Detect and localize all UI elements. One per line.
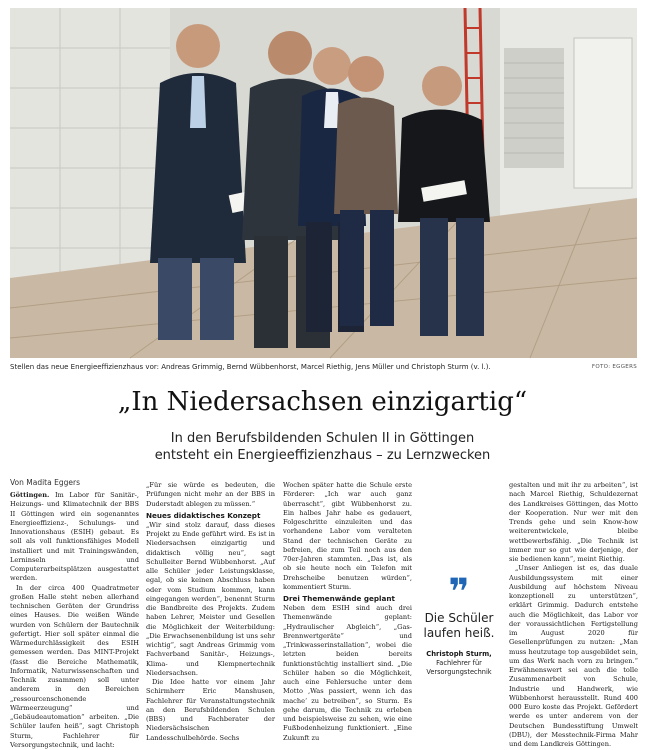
paragraph: Die Idee hatte vor einem Jahr Schirmherr Eric Manshusen, Fachlehrer für Veranstaltungstechnik an den Berufsbildenden Schulen (BBS) und Fachberater der Niedersächsischen Landesschulbehörde. Sechs: [146, 678, 275, 743]
subheadline: [0, 430, 645, 464]
subhead-line-2: entsteht ein Energieeffizienzhaus – zu Lernzwecken: [0, 447, 645, 464]
text-column-2: [146, 481, 275, 743]
paragraph: Neben dem ESIH sind auch drei Themenwände geplant: „Hydraulischer Abgleich“, „Gas-Brennwertgeräte“ und „Trinkwasserinstallation“, wobei die letzten beiden bereits funktionstüchtig installiert sind. „Die Schüler haben so die Möglichkeit, auch eine Fehlersuche unter dem Motto ‚Was passiert, wenn ich das mache‘ zu betreiben“, so Sturm. Es gehe darum, die Technik zu erleben und beispielsweise zu sehen, wie eine Fußbodenheizung funktioniert. „Eine Zukunft zu: [283, 604, 412, 743]
text-column-1: [10, 491, 139, 743]
quote-role: [417, 659, 501, 677]
subhead-line-1: In den Berufsbildenden Schulen II in Göttingen: [0, 430, 645, 447]
paragraph: „Unser Anliegen ist es, das duale Ausbildungssystem mit einer Ausbildung auf höchstem Niveau konzeptionell zu unterstützen“, erklärt Grimmig. Dadurch entstehe auch die Möglichkeit, das Labor vor der voraussichtlichen Fertigstellung im August 2020 für Gesellenprüfungen zu nutzen: „Man muss heutzutage top ausgebildet sein, um das Werk nach vorn zu bringen.“ Erwähnenswert sei auch die tolle Zusammenarbeit von Schule, Industrie und Handwerk, wie Wübbenhorst herausstellt. Rund 400 000 Euro koste das Projekt. Gefördert werde es unter anderem von der Deutschen Bundesstiftung Umwelt (DBU), der Messtechnik-Firma Mahr und dem Landkreis Göttingen.: [509, 564, 638, 749]
quote-author: Christoph Sturm,: [417, 650, 501, 659]
author-byline: Von Madita Eggers: [10, 478, 140, 487]
section-heading: Drei Themenwände geplant: [283, 594, 412, 603]
quote-line: Die Schüler: [417, 611, 501, 626]
dateline: Göttingen.: [10, 491, 49, 499]
headline: „In Niedersachsen einzigartig“: [0, 382, 645, 422]
paragraph: In der circa 400 Quadratmeter großen Halle steht neben allerhand technischen Geräten der Grundriss eines Hauses. Die weißen Wände wurden von Schülern der Bautechnik gefertigt. Hier soll später einmal die Wärmedurchlässigkeit des ESIH gemessen werden. Das MINT-Projekt (fasst die Bereiche Mathematik, Informatik, Naturwissenschaften und Technik zusammen) soll unter anderem in den Bereichen „ressourcenschonende Wärmeerzeugung“ und „Gebäudeautomation“ arbeiten. „Die Schüler laufen heiß“, sagt Christoph Sturm, Fachlehrer für Versorgungstechnik, und lacht:: [10, 584, 139, 750]
paragraph: [10, 491, 139, 584]
pull-quote: [417, 581, 501, 677]
caption-text: Stellen das neue Energieeffizienzhaus vor: Andreas Grimmig, Bernd Wübbenhorst, Marcel Riethig, Jens Müller und Christoph Sturm (v. l.).: [10, 363, 491, 371]
text-column-5: [509, 481, 638, 743]
quote-role-line: Fachlehrer für: [417, 659, 501, 668]
photo-credit: FOTO: EGGERS: [592, 361, 637, 373]
paragraph: „Wir sind stolz darauf, dass dieses Projekt zu Ende geführt wird. Es ist in Niedersachsen einzigartig und didaktisch völlig neu“, sagt Schulleiter Bernd Wübbenhorst. „Auf alle Schüler jeder Leistungsklasse, egal, ob sie keinen Abschluss haben oder vom Studium kommen, kann eingegangen werden“, benennt Sturm die Bandbreite des Projekts. Zudem haben Lehrer, Meister und Gesellen die Möglichkeit der Weiterbildung: „Die Erwachsenenbildung ist uns sehr wichtig“, sagt Andreas Grimmig vom Fachverband Sanitär-, Heizungs-, Klima- und Klempnertechnik Niedersachsen.: [146, 521, 275, 678]
quote-mark-icon: ❞: [417, 581, 501, 605]
quote-line: laufen heiß.: [417, 626, 501, 641]
quote-role-line: Versorgungstechnik: [417, 668, 501, 677]
paragraph-text: Im Labor für Sanitär-, Heizungs- und Klimatechnik der BBS II Göttingen wird ein sogenanntes Energieeffizienz-, Schulungs- und Innovationshaus (ESIH) gebaut. Es soll als voll funktionsfähiges Modell installiert und mit Trainingswänden, Lerninseln und Computerarbeitsplätzen ausgestattet werden.: [10, 491, 139, 582]
photo-caption: [10, 361, 637, 373]
paragraph: „Für sie würde es bedeuten, die Prüfungen nicht mehr an der BBS in Duderstadt ablegen zu müssen.“: [146, 481, 275, 509]
quote-text: [417, 611, 501, 641]
paragraph: Wochen später hatte die Schule erste Förderer: „Ich war auch ganz überrascht“, gibt Wübbenhorst zu. Ein halbes Jahr habe es gedauert, Folgeschritte einzuleiten und das vorhandene Labor vom veralteten Stand der technischen Geräte zu befreien, die zum Teil noch aus den 70er-Jahren stammten. „Das ist, als ob sie heute noch ein Telefon mit Drehscheibe benutzen würden“, kommentiert Sturm.: [283, 481, 412, 592]
article-photo: [10, 8, 637, 358]
text-column-3: [283, 481, 412, 743]
paragraph: gestalten und mit ihr zu arbeiten“, ist nach Marcel Riethig, Schuldezernat des Landkreises Göttingen, das Motto der Kooperation. Nur wer mit den Trends gehe und sein Know-how weiterentwickele, bleibe wettbewerbsfähig. „Die Technik ist immer nur so gut wie derjenige, der sie bedienen kann“, meint Riethig.: [509, 481, 638, 564]
section-heading: Neues didaktisches Konzept: [146, 511, 275, 520]
photo-illustration: [10, 8, 637, 358]
